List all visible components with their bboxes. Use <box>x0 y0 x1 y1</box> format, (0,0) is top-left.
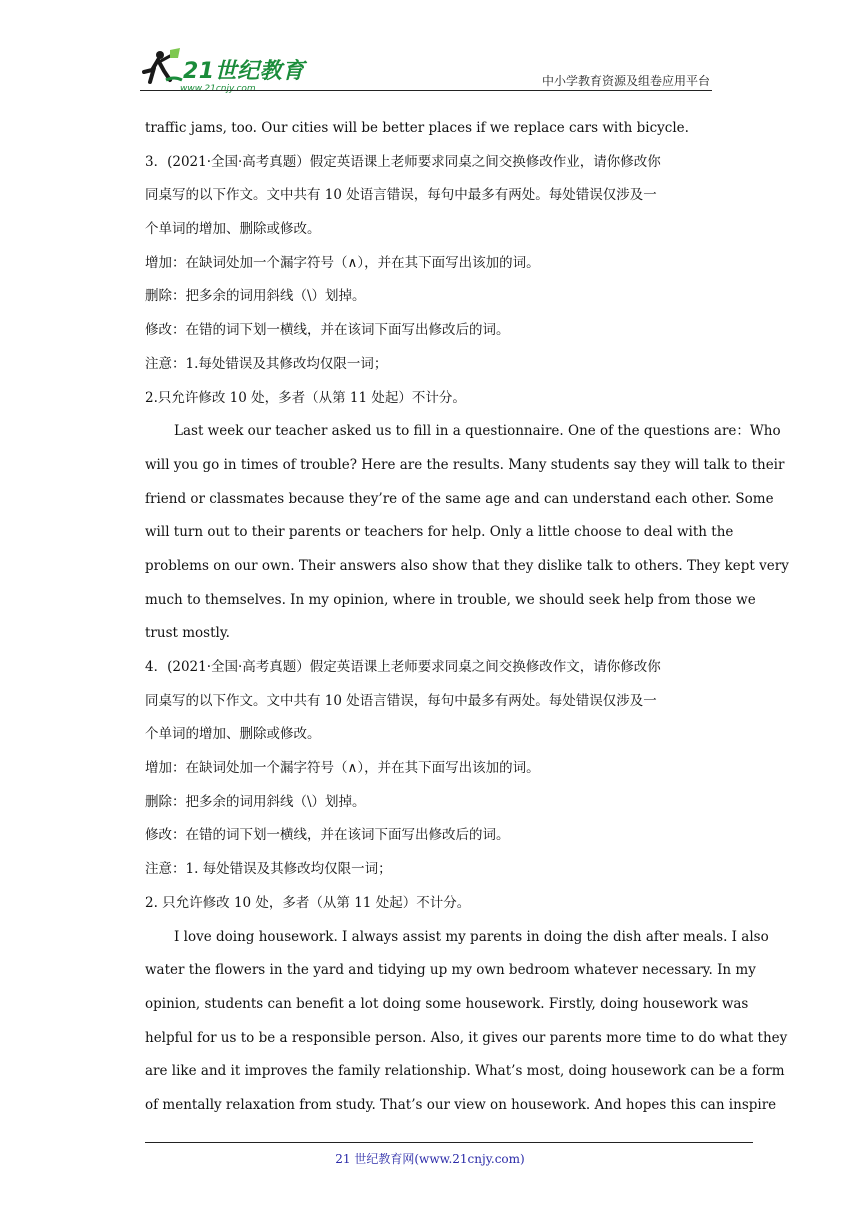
text-line: will you go in times of trouble? Here are the results. Many students say they will talk to their <box>145 456 785 473</box>
text-line: trust mostly. <box>145 625 230 642</box>
text-line: of mentally relaxation from study. That’s our view on housework. And hopes this can inspire <box>145 1096 777 1113</box>
text-line: 增加：在缺词处加一个漏字符号（∧），并在其下面写出该加的词。 <box>145 760 540 777</box>
document-body <box>145 112 789 1123</box>
text-line: 2. 只允许修改 10 处，多者（从第 11 处起）不计分。 <box>145 894 471 911</box>
text-line: I love doing housework. I always assist my parents in doing the dish after meals. I also <box>174 928 769 945</box>
text-line: 注意：1. 每处错误及其修改均仅限一词； <box>145 861 392 878</box>
text-line: will turn out to their parents or teachers for help. Only a little choose to deal with the <box>145 524 734 541</box>
text-line: 修改：在错的词下划一横线，并在该词下面写出修改后的词。 <box>145 827 510 844</box>
page-header <box>140 40 712 92</box>
text-line: 个单词的增加、删除或修改。 <box>145 726 321 743</box>
text-line: opinion, students can benefit a lot doing some housework. Firstly, doing housework was <box>145 995 749 1012</box>
text-line: water the flowers in the yard and tidying up my own bedroom whatever necessary. In my <box>145 962 756 979</box>
text-line: 个单词的增加、删除或修改。 <box>145 221 321 238</box>
text-line: 3．(2021·全国·高考真题）假定英语课上老师要求同桌之间交换修改作业，请你修改你 <box>145 153 661 170</box>
logo-url: www.21cnjy.com <box>180 84 256 94</box>
page-footer: 21 世纪教育网(www.21cnjy.com) <box>335 1152 525 1166</box>
text-line: 修改：在错的词下划一横线，并在该词下面写出修改后的词。 <box>145 322 510 339</box>
header-divider <box>140 90 712 91</box>
site-logo <box>140 46 320 94</box>
text-line: 4．(2021·全国·高考真题）假定英语课上老师要求同桌之间交换修改作文，请你修改你 <box>145 659 661 675</box>
text-line: helpful for us to be a responsible person. Also, it gives our parents more time to do what they <box>145 1029 788 1046</box>
runner-icon <box>140 46 184 90</box>
text-line: traffic jams, too. Our cities will be better places if we replace cars with bicycle. <box>145 120 689 136</box>
text-line: 注意：1.每处错误及其修改均仅限一词； <box>145 355 388 372</box>
text-line: 同桌写的以下作文。文中共有 10 处语言错误，每句中最多有两处。每处错误仅涉及一 <box>145 692 657 709</box>
text-line: 2.只允许修改 10 处，多者（从第 11 处起）不计分。 <box>145 389 466 406</box>
text-line: problems on our own. Their answers also show that they dislike talk to others. They kept very <box>145 557 789 574</box>
header-tagline: 中小学教育资源及组卷应用平台 <box>541 74 710 88</box>
text-line: 同桌写的以下作文。文中共有 10 处语言错误，每句中最多有两处。每处错误仅涉及一 <box>145 187 657 204</box>
text-line: Last week our teacher asked us to fill in a questionnaire. One of the questions are：Who <box>174 423 781 440</box>
text-line: 增加：在缺词处加一个漏字符号（∧），并在其下面写出该加的词。 <box>145 254 540 271</box>
text-line: friend or classmates because they’re of the same age and can understand each other. Some <box>145 490 774 507</box>
text-line: 删除：把多余的词用斜线（\）划掉。 <box>145 288 366 305</box>
text-line: 删除：把多余的词用斜线（\）划掉。 <box>145 793 366 810</box>
footer-divider <box>145 1142 753 1143</box>
text-line: much to themselves. In my opinion, where in trouble, we should seek help from those we <box>145 591 756 608</box>
text-line: are like and it improves the family relationship. What’s most, doing housework can be a form <box>145 1063 785 1080</box>
logo-text: 21世纪教育 <box>183 59 305 84</box>
